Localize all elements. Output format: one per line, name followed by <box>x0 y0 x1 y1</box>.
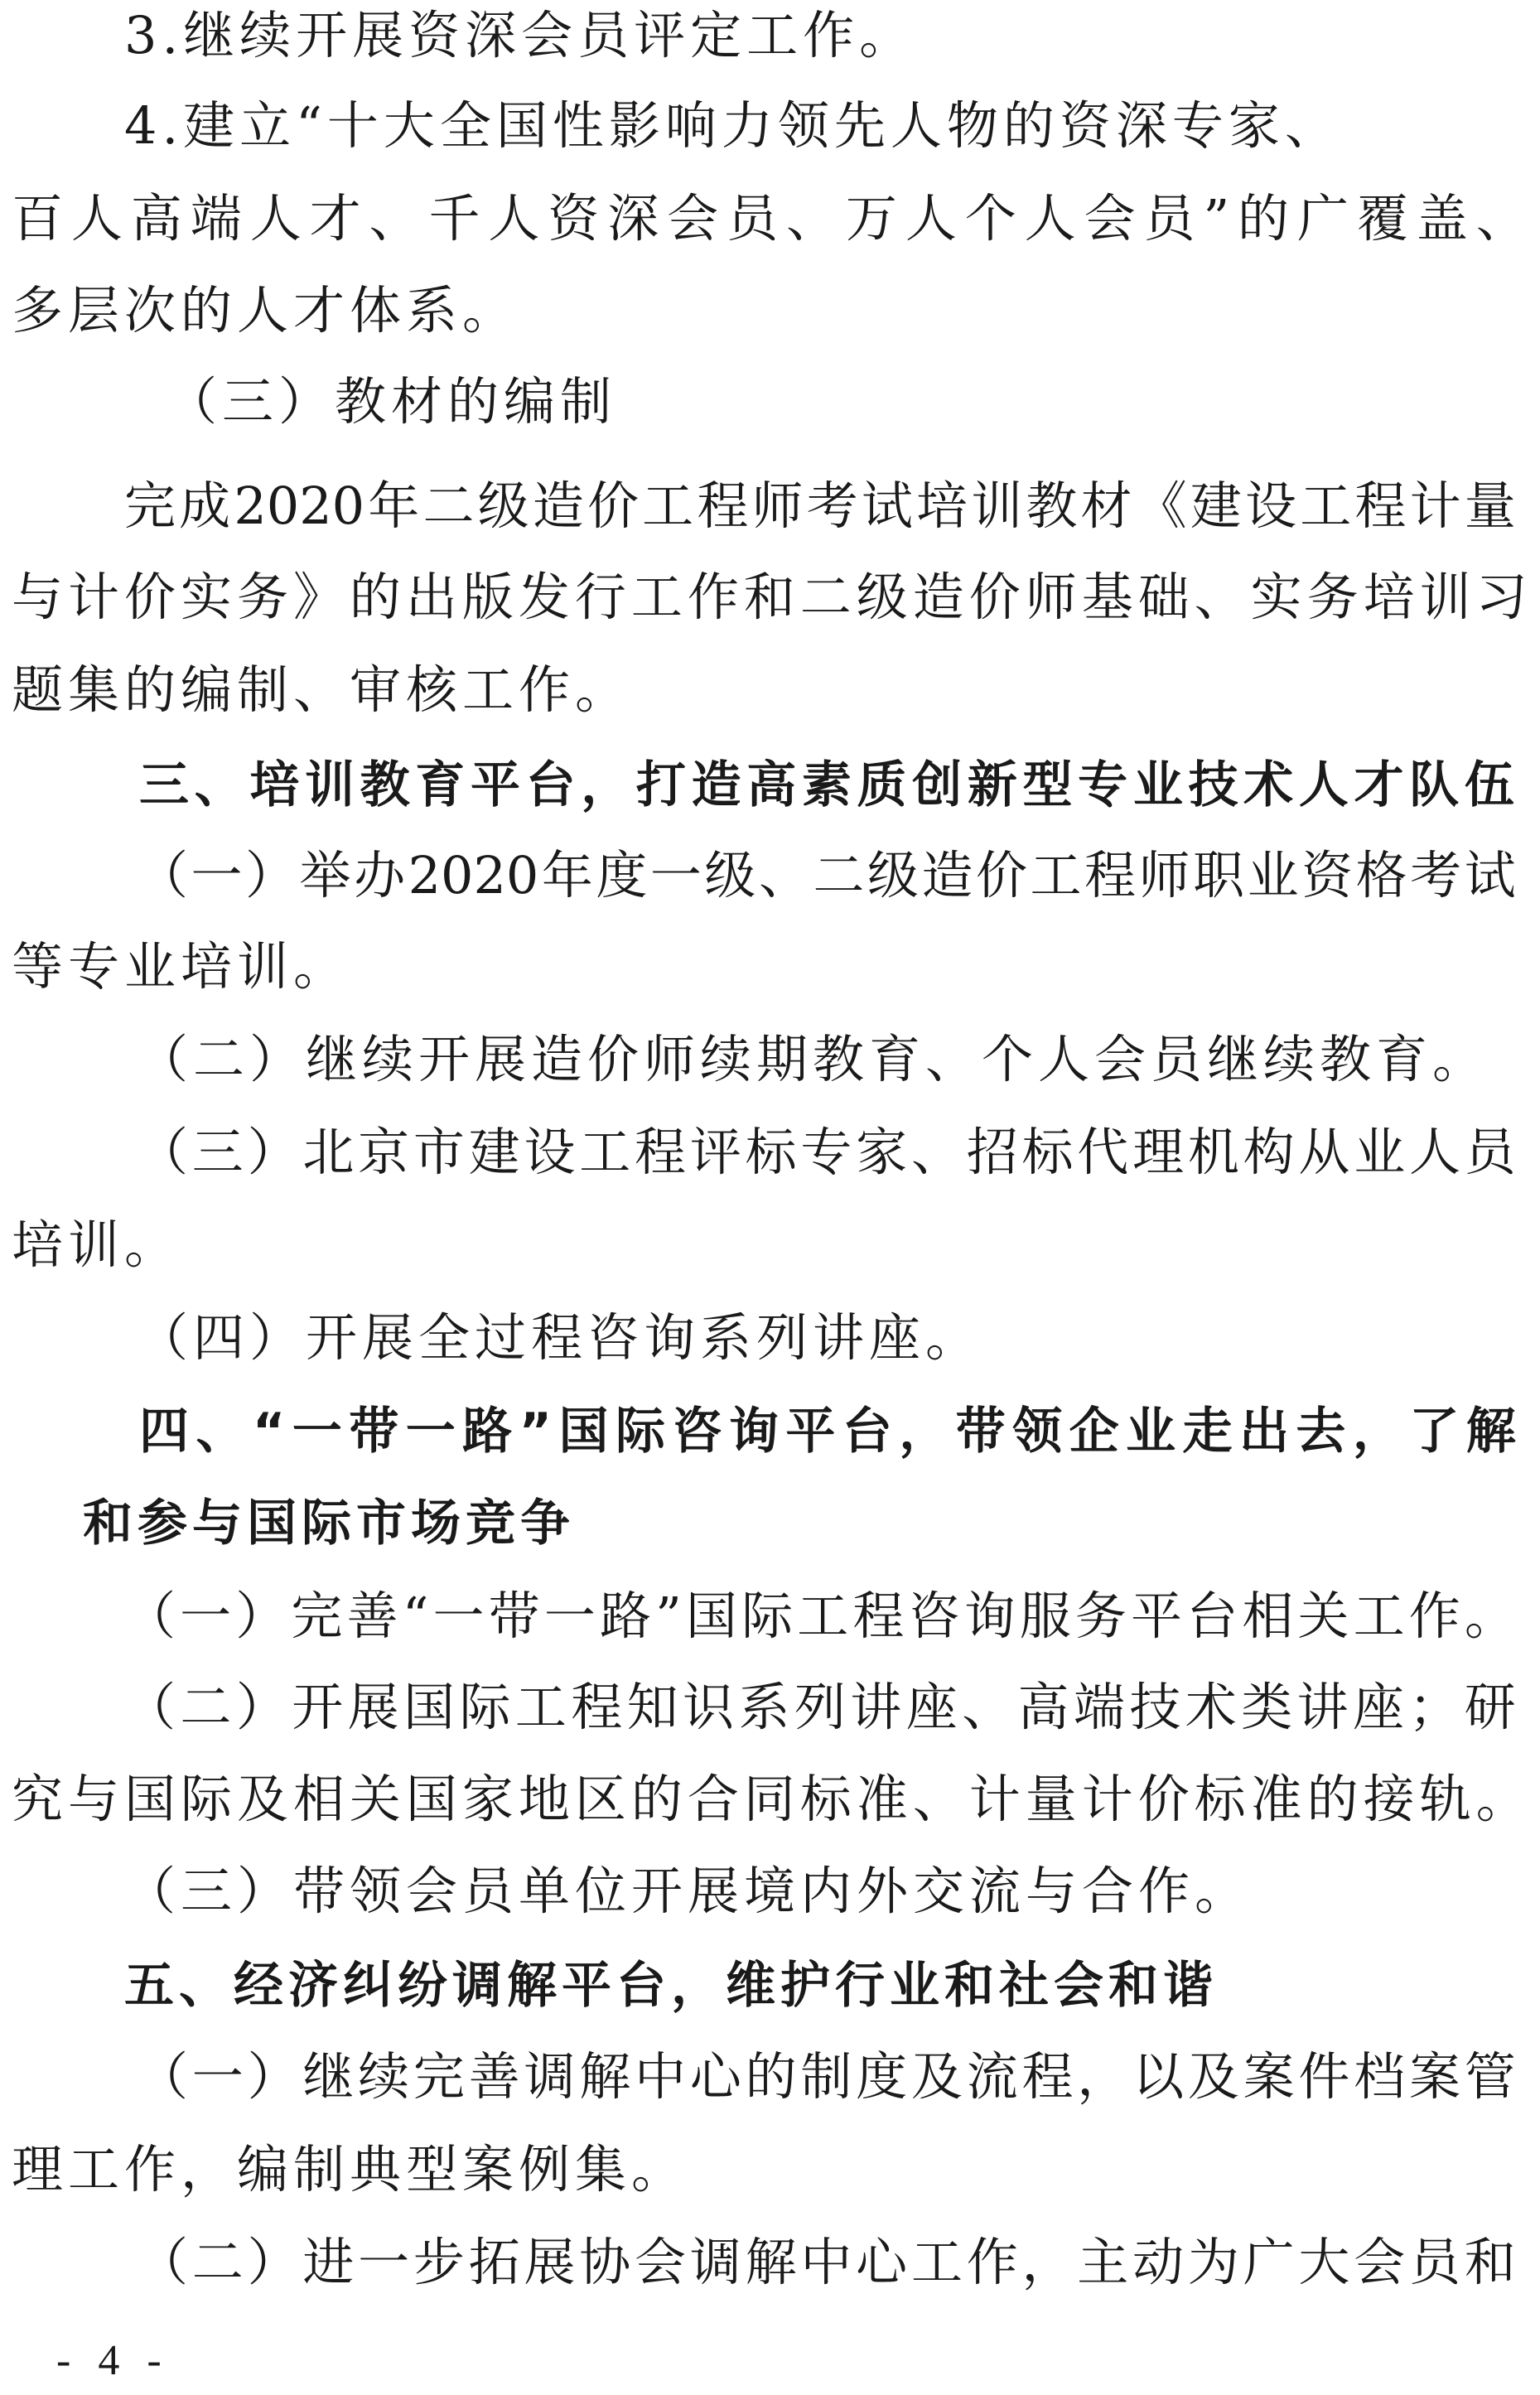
text-line: 培训。 <box>12 1214 181 1275</box>
text-line-justified: 与 计 价 实 务 》 的 出 版 发 行 工 作 和 二 级 造 价 师 基 础 、 实 务 培 训 习 <box>12 567 1528 627</box>
text-line-justified: （ 二 ） 进 一 步 拓 展 协 会 调 解 中 心 工 作 ， 主 动 为 广 大 会 员 和 <box>137 2232 1516 2292</box>
text-line-justified: （ 三 ） 北 京 市 建 设 工 程 评 标 专 家 、 招 标 代 理 机 构 从 业 人 员 <box>137 1122 1516 1182</box>
text-line: （三）带领会员单位开展境内外交流与合作。 <box>124 1861 1252 1921</box>
page-number: - 4 - <box>56 2337 170 2384</box>
section-heading-textbooks: （三）教材的编制 <box>166 371 617 432</box>
text-line: 题集的编制、审核工作。 <box>12 659 632 720</box>
text-line: 等专业培训。 <box>12 936 350 997</box>
text-line: 理工作，编制典型案例集。 <box>12 2139 688 2199</box>
section-heading-belt-road-cont: 和参与国际市场竞争 <box>83 1494 575 1552</box>
text-line-justified: （ 一 ） 完 善 “ 一 带 一 路 ” 国 际 工 程 咨 询 服 务 平 台 相 关 工 作 。 <box>124 1586 1516 1646</box>
text-line-justified: （ 二 ） 开 展 国 际 工 程 知 识 系 列 讲 座 、 高 端 技 术 类 讲 座 ； 研 <box>124 1677 1516 1737</box>
text-line-justified: 完 成 2020 年 二 级 造 价 工 程 师 考 试 培 训 教 材 《 建 设 工 程 计 量 <box>124 476 1516 536</box>
text-line-justified: （ 一 ） 继 续 完 善 调 解 中 心 的 制 度 及 流 程 ， 以 及 案 件 档 案 管 <box>137 2046 1516 2107</box>
text-line-justified: 究 与 国 际 及 相 关 国 家 地 区 的 合 同 标 准 、 计 量 计 价 标 准 的 接 轨 。 <box>12 1769 1528 1829</box>
section-heading-mediation: 五、经济纠纷调解平台，维护行业和社会和谐 <box>124 1957 1218 2015</box>
text-line-justified: 百 人 高 端 人 才 、 千 人 资 深 会 员 、 万 人 个 人 会 员 ” 的 广 覆 盖 、 <box>12 188 1528 249</box>
text-line: 4.建立“十大全国性影响力领先人物的资深专家、 <box>124 95 1341 156</box>
text-line-justified: （ 一 ） 举 办 2020 年 度 一 级 、 二 级 造 价 工 程 师 职 业 资 格 考 试 <box>137 845 1516 905</box>
text-line: 3.继续开展资深会员评定工作。 <box>124 5 916 65</box>
text-line: 多层次的人才体系。 <box>12 280 519 340</box>
text-line: （四）开展全过程咨询系列讲座。 <box>137 1307 982 1368</box>
text-line: （二）继续开展造价师续期教育、个人会员继续教育。 <box>137 1029 1489 1089</box>
section-heading-training-platform: 三 、 培 训 教 育 平 台 ， 打 造 高 素 质 创 新 型 专 业 技 术 人 才 队 伍 <box>139 756 1514 814</box>
section-heading-belt-road: 四 、 “ 一 带 一 路 ” 国 际 咨 询 平 台 ， 带 领 企 业 走 出 去 ， 了 解 <box>139 1403 1516 1461</box>
